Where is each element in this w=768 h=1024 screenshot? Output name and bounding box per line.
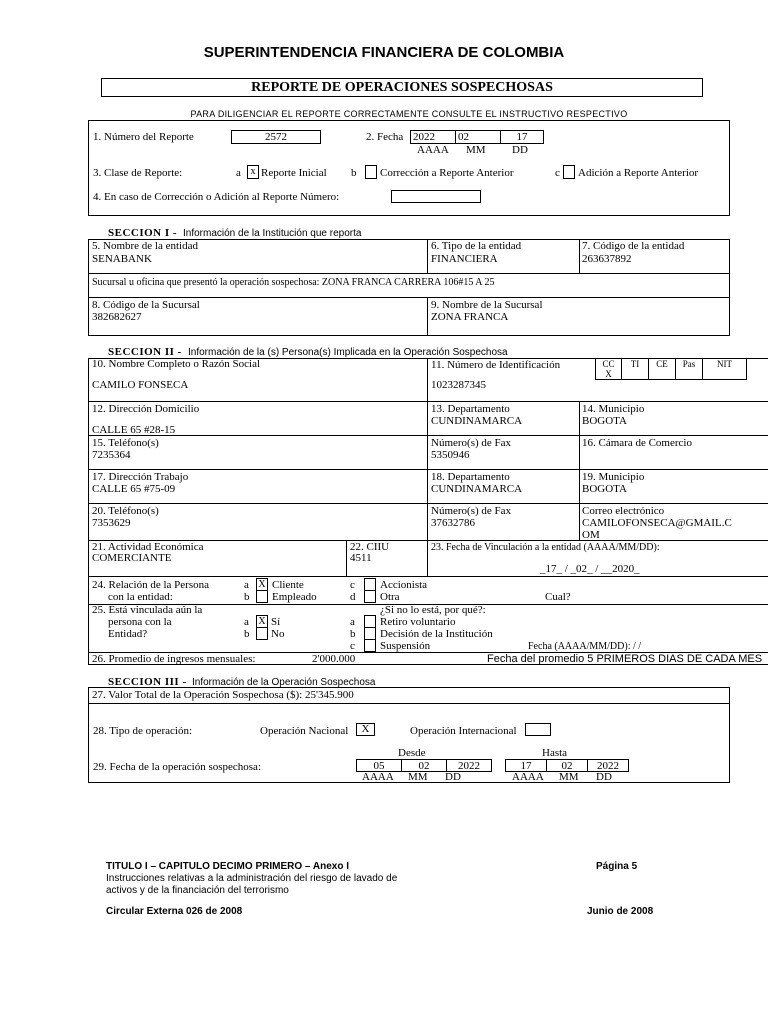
relation-c-letter: c xyxy=(350,579,355,591)
from-aaaa-caption: AAAA xyxy=(362,771,394,783)
entity-type-label: 6. Tipo de la entidad xyxy=(431,240,522,252)
option-c-letter: c xyxy=(555,167,560,179)
department-label: 13. Departamento xyxy=(431,403,510,415)
id-type-cc-mark: X xyxy=(605,369,612,379)
work-fax-label: Número(s) de Fax xyxy=(431,505,512,517)
id-type-ce-label: CE xyxy=(656,359,668,369)
suspension-checkbox[interactable] xyxy=(364,639,376,652)
still-linked-label-3: Entidad? xyxy=(108,628,148,640)
instruction-text: PARA DILIGENCIAR EL REPORTE CORRECTAMENTE CONSULTE EL INSTRUCTIVO RESPECTIVO xyxy=(190,109,628,119)
initial-report-label: Reporte Inicial xyxy=(261,167,327,179)
client-mark: X xyxy=(258,579,266,590)
employee-checkbox[interactable] xyxy=(256,590,268,603)
email-value-line1: CAMILOFONSECA@GMAIL.C xyxy=(582,517,732,529)
phone-label: 15. Teléfono(s) xyxy=(92,437,159,449)
footer-page: Página 5 xyxy=(596,861,638,872)
home-address-label: 12. Dirección Domicilio xyxy=(92,403,200,415)
date-mm-caption: MM xyxy=(466,144,486,156)
report-title-box xyxy=(101,78,703,97)
email-label: Correo electrónico xyxy=(582,505,665,517)
correction-checkbox[interactable] xyxy=(365,165,377,179)
id-type-cc[interactable] xyxy=(595,358,622,380)
from-cell-2-value: 02 xyxy=(418,760,430,772)
date-label: 2. Fecha xyxy=(366,131,404,143)
branch-name-value: ZONA FRANCA xyxy=(431,311,509,323)
ciiu-label: 22. CIIU xyxy=(350,541,390,553)
branch-name-label: 9. Nombre de la Sucursal xyxy=(431,299,543,311)
date-year-field[interactable] xyxy=(410,130,456,144)
section3-heading: SECCION III - xyxy=(108,676,187,688)
footer-date: Junio de 2008 xyxy=(587,906,654,917)
section1-subtitle: Información de la Institución que reporta xyxy=(183,228,362,239)
section2-heading: SECCION II - xyxy=(108,346,182,358)
addition-checkbox[interactable] xyxy=(563,165,575,179)
to-dd-caption: DD xyxy=(596,771,612,783)
correction-label: Corrección a Reporte Anterior xyxy=(380,167,514,179)
person-name-value: CAMILO FONSECA xyxy=(92,379,189,391)
voluntary-retirement-label: Retiro voluntario xyxy=(380,616,456,628)
id-type-nit[interactable] xyxy=(702,358,747,380)
link-date-label: 23. Fecha de Vinculación a la entidad (AAAA/MM/DD): xyxy=(431,542,660,553)
economic-activity-label: 21. Actividad Económica xyxy=(92,541,204,553)
entity-name-label: 5. Nombre de la entidad xyxy=(92,240,198,252)
branch-office-line: Sucursal u oficina que presentó la operación sospechosa: ZONA FRANCA CARRERA 106#15 A 25 xyxy=(92,277,495,288)
why-not-label: ¿Si no lo está, por qué?: xyxy=(380,604,486,616)
national-mark: X xyxy=(361,723,370,735)
branch-code-value: 382682627 xyxy=(92,311,142,323)
reason-c-letter: c xyxy=(350,640,355,652)
correction-number-field[interactable] xyxy=(391,190,481,203)
email-value-line2: OM xyxy=(582,529,600,541)
international-label: Operación Internacional xyxy=(410,725,517,737)
no-label: No xyxy=(271,628,285,640)
from-dd-caption: DD xyxy=(445,771,461,783)
to-cell-1-value: 17 xyxy=(520,760,532,772)
which-label: Cual? xyxy=(545,591,571,603)
yes-label: Sí xyxy=(271,616,281,628)
date-year-value: 2022 xyxy=(413,131,435,143)
relation-a-letter: a xyxy=(244,579,249,591)
to-label: Hasta xyxy=(542,747,568,759)
other-label: Otra xyxy=(380,591,400,603)
municipality-label: 14. Municipio xyxy=(582,403,645,415)
work-municipality-value: BOGOTA xyxy=(582,483,627,495)
reason-b-letter: b xyxy=(350,628,356,640)
date-month-value: 02 xyxy=(458,131,469,143)
yes-mark: X xyxy=(258,616,266,627)
section3-subtitle: Información de la Operación Sospechosa xyxy=(192,677,376,688)
relation-d-letter: d xyxy=(350,591,356,603)
addition-label: Adición a Reporte Anterior xyxy=(578,167,699,179)
initial-report-checkbox[interactable] xyxy=(247,165,259,179)
national-checkbox[interactable] xyxy=(356,723,375,736)
fax-value: 5350946 xyxy=(431,449,470,461)
home-address-value: CALLE 65 #28-15 xyxy=(92,424,176,436)
from-label: Desde xyxy=(398,747,426,759)
id-type-cc-label: CC xyxy=(602,359,615,369)
org-title: SUPERINTENDENCIA FINANCIERA DE COLOMBIA xyxy=(203,44,565,61)
id-number-value: 1023287345 xyxy=(431,379,486,391)
linked-a-letter: a xyxy=(244,616,249,628)
income-date-text: Fecha del promedio 5 PRIMEROS DIAS DE CADA MES xyxy=(487,653,763,665)
entity-name-value: SENABANK xyxy=(92,253,152,265)
option-b-letter: b xyxy=(351,167,357,179)
entity-code-label: 7. Código de la entidad xyxy=(582,240,685,252)
date-month-field[interactable] xyxy=(455,130,501,144)
fax-label: Número(s) de Fax xyxy=(431,437,512,449)
footer-description-1: Instrucciones relativas a la administración del riesgo de lavado de xyxy=(106,873,398,884)
department-value: CUNDINAMARCA xyxy=(431,415,523,427)
ciiu-value: 4511 xyxy=(350,552,372,564)
suspension-label: Suspensión xyxy=(380,640,431,652)
other-checkbox[interactable] xyxy=(364,590,376,603)
date-day-value: 17 xyxy=(516,131,528,143)
initial-report-mark: x xyxy=(250,166,256,177)
branch-code-label: 8. Código de la Sucursal xyxy=(92,299,200,311)
to-aaaa-caption: AAAA xyxy=(512,771,544,783)
operation-type-label: 28. Tipo de operación: xyxy=(93,725,192,737)
report-number-field[interactable] xyxy=(231,130,321,144)
work-phone-value: 7353629 xyxy=(92,517,131,529)
date-dd-caption: DD xyxy=(512,144,528,156)
id-type-ce[interactable] xyxy=(648,358,676,380)
link-date-value: _17_ / _02_ / __2020_ xyxy=(540,563,640,575)
no-checkbox[interactable] xyxy=(256,627,268,640)
work-address-value: CALLE 65 #75-09 xyxy=(92,483,176,495)
report-number-value: 2572 xyxy=(265,131,287,143)
shareholder-label: Accionista xyxy=(380,579,428,591)
correction-number-label: 4. En caso de Corrección o Adición al Reporte Número: xyxy=(93,191,340,203)
section2-subtitle: Información de la (s) Persona(s) Implicada en la Operación Sospechosa xyxy=(188,347,508,358)
id-type-nit-label: NIT xyxy=(717,359,732,369)
relation-label-2: con la entidad: xyxy=(108,591,173,603)
relation-b-letter: b xyxy=(244,591,250,603)
id-number-label: 11. Número de Identificación xyxy=(431,359,561,371)
work-department-value: CUNDINAMARCA xyxy=(431,483,523,495)
from-mm-caption: MM xyxy=(408,771,428,783)
suspension-date-label: Fecha (AAAA/MM/DD): / / xyxy=(528,641,642,652)
chamber-commerce-label: 16. Cámara de Comercio xyxy=(582,437,692,449)
entity-code-value: 263637892 xyxy=(582,253,632,265)
person-name-label: 10. Nombre Completo o Razón Social xyxy=(92,358,261,370)
work-department-label: 18. Departamento xyxy=(431,471,510,483)
to-cell-2-value: 02 xyxy=(561,760,573,772)
id-type-ti[interactable] xyxy=(621,358,649,380)
client-label: Cliente xyxy=(272,579,304,591)
to-cell-3-value: 2022 xyxy=(597,760,619,772)
date-aaaa-caption: AAAA xyxy=(417,144,449,156)
from-cell-1-value: 05 xyxy=(373,760,385,772)
id-type-pas[interactable] xyxy=(675,358,703,380)
national-label: Operación Nacional xyxy=(260,725,349,737)
income-value: 2'000.000 xyxy=(312,653,356,665)
phone-value: 7235364 xyxy=(92,449,131,461)
work-fax-value: 37632786 xyxy=(431,517,475,529)
economic-activity-value: COMERCIANTE xyxy=(92,552,172,564)
footer-description-2: activos y de la financiación del terrorismo xyxy=(106,885,289,896)
work-municipality-label: 19. Municipio xyxy=(582,471,645,483)
footer-circular: Circular Externa 026 de 2008 xyxy=(106,906,243,917)
date-day-field[interactable] xyxy=(500,130,544,144)
international-checkbox[interactable] xyxy=(525,723,551,736)
operation-date-label: 29. Fecha de la operación sospechosa: xyxy=(93,761,261,773)
still-linked-label-1: 25. Está vinculada aún la xyxy=(92,604,203,616)
income-label: 26. Promedio de ingresos mensuales: xyxy=(92,653,256,665)
report-title: REPORTE DE OPERACIONES SOSPECHOSAS xyxy=(251,80,553,95)
employee-label: Empleado xyxy=(272,591,317,603)
section1-heading: SECCION I - xyxy=(108,227,178,239)
report-number-label: 1. Número del Reporte xyxy=(93,131,194,143)
footer-title: TITULO I – CAPITULO DECIMO PRIMERO – Anexo I xyxy=(106,861,349,872)
id-type-pas-label: Pas xyxy=(682,359,696,369)
entity-type-value: FINANCIERA xyxy=(431,253,498,265)
linked-b-letter: b xyxy=(244,628,250,640)
id-type-ti-label: TI xyxy=(630,359,640,369)
from-cell-3-value: 2022 xyxy=(458,760,480,772)
reason-a-letter: a xyxy=(350,616,355,628)
work-phone-label: 20. Teléfono(s) xyxy=(92,505,159,517)
work-address-label: 17. Dirección Trabajo xyxy=(92,471,189,483)
total-value-line: 27. Valor Total de la Operación Sospechosa ($): 25'345.900 xyxy=(92,689,354,701)
institution-decision-label: Decisión de la Institución xyxy=(380,628,493,640)
municipality-value: BOGOTA xyxy=(582,415,627,427)
to-mm-caption: MM xyxy=(559,771,579,783)
still-linked-label-2: persona con la xyxy=(108,616,172,628)
report-class-label: 3. Clase de Reporte: xyxy=(93,167,183,179)
option-a-letter: a xyxy=(236,167,241,179)
relation-label-1: 24. Relación de la Persona xyxy=(92,579,209,591)
